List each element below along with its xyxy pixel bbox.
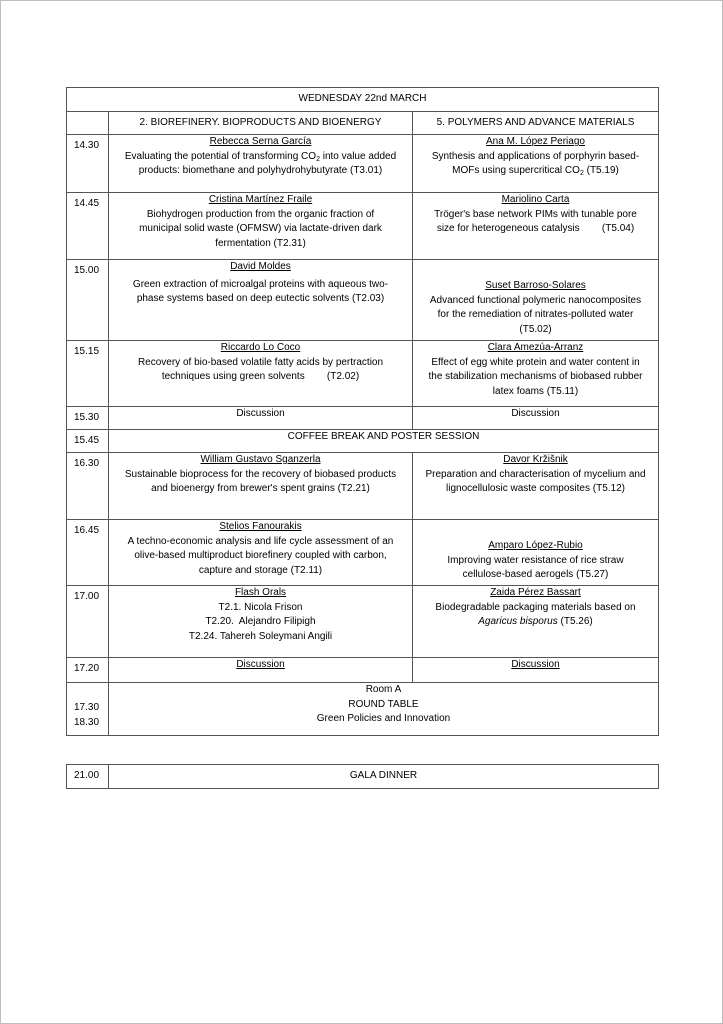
speaker-name: Mariolino Carta (501, 194, 570, 205)
table-row (67, 586, 659, 658)
talk-cell-right (413, 453, 659, 520)
speaker-name: Cristina Martínez Fraile (208, 194, 313, 205)
talk-title-line: Sustainable bioprocess for the recovery of biobased products (124, 468, 397, 480)
speaker-name: Clara Amezúa-Arranz (487, 342, 584, 353)
talk-title-line: Green extraction of microalgal proteins with aqueous two- (132, 278, 389, 290)
time-cell: 21.00 (67, 765, 109, 789)
discussion-cell-left: Discussion (109, 407, 413, 430)
time-cell: 15.45 (67, 430, 109, 453)
talk-cell-left (109, 453, 413, 520)
speaker-name: Rebecca Serna García (209, 136, 312, 147)
flash-orals-cell (109, 586, 413, 658)
speaker-name: Amparo López-Rubio (488, 540, 583, 551)
table-row (67, 453, 659, 520)
flash-oral-item: T2.20. Alejandro Filipigh (205, 616, 316, 628)
talk-title-line: (T5.02) (519, 323, 552, 335)
time-cell: 17.20 (67, 658, 109, 683)
table-row (67, 341, 659, 407)
time-cell: 15.00 (67, 260, 109, 341)
time-cell: 17.00 (67, 586, 109, 658)
track-right-header: 5. POLYMERS AND ADVANCE MATERIALS (413, 112, 659, 135)
round-table-topic: Green Policies and Innovation (316, 713, 451, 725)
table-row (67, 658, 659, 683)
talk-title-line: size for heterogeneous catalysis (T5.04) (436, 223, 635, 235)
gala-row (67, 765, 659, 789)
talk-cell-right (413, 135, 659, 193)
time-cell: 15.30 (67, 407, 109, 430)
round-table-label: ROUND TABLE (348, 698, 419, 710)
talk-cell-left (109, 341, 413, 407)
talk-title-line: latex foams (T5.11) (492, 385, 579, 397)
talk-title-line: the stabilization mechanisms of biobased rubber (428, 371, 643, 383)
talk-cell-right (413, 520, 659, 586)
talk-title-line: Agaricus bisporus (T5.26) (478, 616, 593, 628)
table-row (67, 683, 659, 736)
table-row (67, 407, 659, 430)
flash-oral-item: T2.24. Tahereh Soleymani Angili (188, 630, 333, 642)
time-cell (67, 683, 109, 736)
talk-title-line: capture and storage (T2.11) (198, 564, 323, 576)
discussion-cell-right: Discussion (413, 407, 659, 430)
discussion-cell-left (109, 658, 413, 683)
talk-title-line: lignocellulosic waste composites (T5.12) (446, 483, 625, 495)
schedule-table (66, 87, 659, 736)
talk-title-line: Biohydrogen production from the organic fraction of (146, 208, 375, 220)
talk-title-line: municipal solid waste (OFMSW) via lactate-driven dark (139, 223, 382, 235)
table-row (67, 193, 659, 260)
discussion-label: Discussion (511, 659, 560, 670)
speaker-name: Suset Barroso-Solares (485, 280, 586, 291)
talk-title-line: Recovery of bio-based volatile fatty acids by pertraction (137, 356, 384, 368)
table-row (67, 430, 659, 453)
gala-dinner-cell: GALA DINNER (109, 765, 659, 789)
speaker-name: Zaida Pérez Bassart (490, 587, 581, 598)
time-cell: 15.15 (67, 341, 109, 407)
talk-title-line: techniques using green solvents (T2.02) (161, 371, 360, 383)
talk-cell-left (109, 260, 413, 341)
talk-title-line: Advanced functional polymeric nanocomposites (429, 294, 642, 306)
talk-title-line: for the remediation of nitrates-polluted water (437, 309, 634, 321)
table-row (67, 135, 659, 193)
time-cell: 14.45 (67, 193, 109, 260)
talk-title-line: Improving water resistance of rice straw (447, 554, 624, 566)
talk-cell-right (413, 260, 659, 341)
talk-cell-right (413, 341, 659, 407)
time-header-cell (67, 112, 109, 135)
table-row (67, 520, 659, 586)
talk-title-line: fermentation (T2.31) (215, 237, 306, 249)
discussion-label: Discussion (236, 659, 285, 670)
gala-table (66, 764, 659, 789)
time-cell: 16.30 (67, 453, 109, 520)
time-cell: 14.30 (67, 135, 109, 193)
speaker-name: David Moldes (230, 261, 291, 272)
talk-title-line: Tröger's base network PIMs with tunable pore (434, 208, 637, 220)
talk-title-line: Synthesis and applications of porphyrin based- (431, 150, 640, 162)
talk-title-line: olive-based multiproduct biorefinery coupled with carbon, (134, 550, 387, 562)
talk-title-line: products: biomethane and polyhydrohybutyrate (T3.01) (138, 165, 383, 177)
talk-title-line: cellulose-based aerogels (T5.27) (462, 569, 609, 581)
time-start: 17.30 (74, 702, 100, 713)
talk-title-line: A techno-economic analysis and life cycle assessment of an (127, 535, 394, 547)
talk-cell-left (109, 193, 413, 260)
talk-title-line: Preparation and characterisation of mycelium and (425, 468, 646, 480)
talk-cell-left (109, 135, 413, 193)
track-left-header: 2. BIOREFINERY. BIOPRODUCTS AND BIOENERGY (109, 112, 413, 135)
time-end: 18.30 (74, 716, 100, 728)
speaker-name: Riccardo Lo Coco (220, 342, 301, 353)
track-header-row (67, 112, 659, 135)
talk-title-line: and bioenergy from brewer's spent grains (T2.21) (151, 483, 370, 495)
table-row (67, 260, 659, 341)
flash-orals-heading: Flash Orals (234, 587, 287, 598)
discussion-cell-right (413, 658, 659, 683)
talk-title-line: Biodegradable packaging materials based on (435, 601, 636, 613)
flash-oral-item: T2.1. Nicola Frison (218, 601, 303, 613)
talk-cell-right (413, 193, 659, 260)
round-table-cell (109, 683, 659, 736)
talk-cell-left (109, 520, 413, 586)
day-header-row (67, 88, 659, 112)
speaker-name: Davor Kržišnik (503, 454, 568, 465)
speaker-name: Ana M. López Periago (486, 136, 585, 147)
talk-title-line: Evaluating the potential of transforming $CO_2$ into value added (124, 150, 397, 163)
speaker-name: William Gustavo Sganzerla (200, 454, 321, 465)
talk-title-line: Effect of egg white protein and water content in (431, 356, 640, 368)
speaker-name: Stelios Fanourakis (219, 521, 302, 532)
talk-title-line: phase systems based on deep eutectic solvents (T2.03) (136, 293, 385, 305)
day-header: WEDNESDAY 22nd MARCH (67, 88, 659, 112)
talk-cell-right (413, 586, 659, 658)
room-label: Room A (365, 684, 402, 695)
coffee-break-cell: COFFEE BREAK AND POSTER SESSION (109, 430, 659, 453)
talk-title-line: MOFs using supercritical $CO_2$ (T5.19) (452, 165, 619, 178)
time-cell: 16.45 (67, 520, 109, 586)
